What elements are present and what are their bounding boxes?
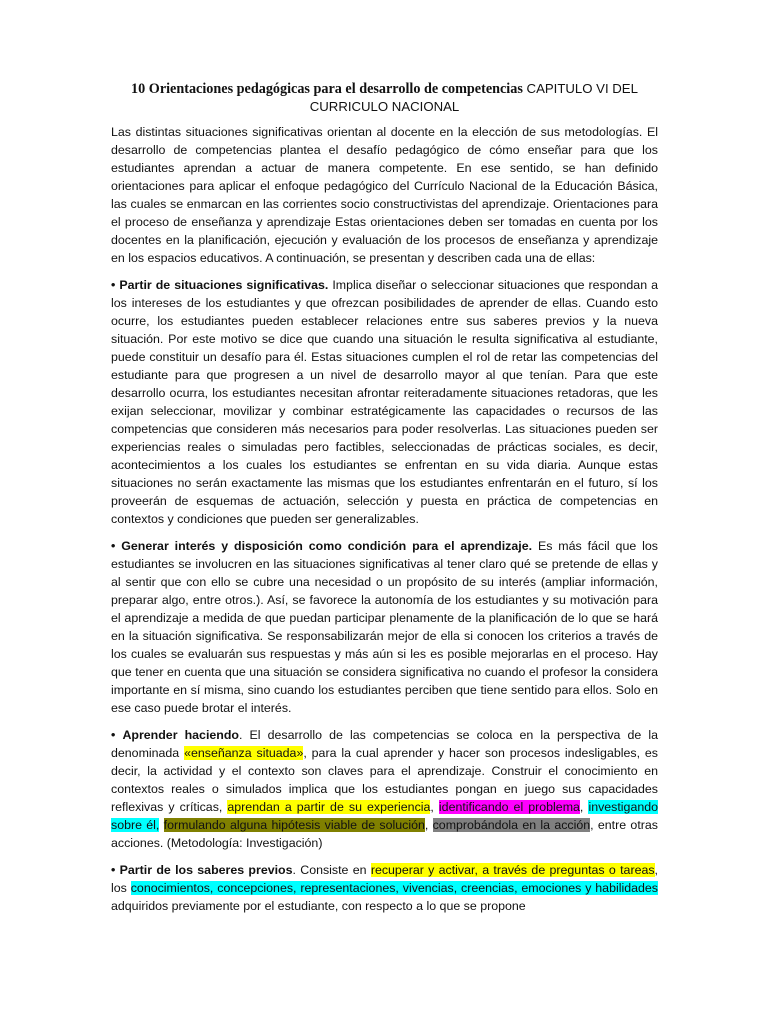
section-interes-disposicion: [111, 537, 658, 717]
highlight-gray: comprobándola en la acción: [432, 818, 591, 832]
section-heading: Partir de situaciones significativas.: [119, 278, 329, 292]
highlight-yellow: «enseñanza situada»: [184, 746, 304, 760]
text-run: . Consiste en: [292, 863, 371, 877]
section-body: Implica diseñar o seleccionar situaciones que respondan a los intereses de los estudiantes y que ofrezcan posibilidades de aprender de ellas. Cuando esto ocurre, los estudiantes pueden establecer relaciones entre sus saberes previos y la nueva situación. Por este motivo se dice que cuando una situación le resulta significativa al estudiante, puede constituir un desafío para él. Estas situaciones cumplen el rol de retar las competencias del estudiante para que progresen a un nivel de desarrollo mayor al que tenían. Para que este desarrollo ocurra, los estudiantes necesitan afrontar reiteradamente situaciones retadoras, que les exijan seleccionar, movilizar y combinar estratégicamente las capacidades o recursos de las competencias que consideren más necesarios para poder resolverlas. Las situaciones pueden ser experiencias reales o simuladas pero factibles, seleccionadas de prácticas sociales, es decir, acontecimientos a los cuales los estudiantes se enfrentan en su vida diaria. Aunque estas situaciones no serán exactamente las mismas que los estudiantes enfrentarán en el futuro, sí los proveerán de esquemas de actuación, selección y puesta en práctica de competencias en contextos y condiciones que pueden ser generalizables.: [111, 278, 658, 526]
text-run: , los: [111, 863, 658, 895]
text-run: ,: [430, 800, 439, 814]
text-run: adquiridos previamente por el estudiante, con respecto a lo que se propone: [111, 899, 526, 913]
text-run: , para la cual aprender y hacer son procesos indesligables, es decir, la actividad y el contexto son claves para el aprendizaje. Construir el conocimiento en contextos reales o simulados implica que los estudiantes pongan en juego sus capacidades reflexivas y críticas,: [111, 746, 658, 814]
highlight-yellow: aprendan a partir de su experiencia: [227, 800, 431, 814]
highlight-yellow: recuperar y activar, a través de preguntas o tareas: [370, 863, 655, 877]
bullet: •: [111, 278, 116, 292]
section-heading: Partir de los saberes previos: [119, 863, 293, 877]
bullet: •: [111, 863, 116, 877]
section-heading: Generar interés y disposición como condición para el aprendizaje.: [121, 539, 533, 553]
highlight-cyan: conocimientos, concepciones, representaciones, vivencias, creencias, emociones y habilidades: [130, 881, 658, 895]
section-body: Es más fácil que los estudiantes se involucren en las situaciones significativas al tener claro qué se pretende de ellas y al sentir que con ello se cubre una necesidad o un propósito de su interés (ampliar información, preparar algo, entre otros.). Así, se favorece la autonomía de los estudiantes y su motivación para el aprendizaje a medida de que puedan participar plenamente de la planificación de lo que se hará en la situación significativa. Se responsabilizarán mejor de ella si conocen los criterios a través de los cuales se evaluarán sus respuestas y más aún si les es posible mejorarlas en el proceso. Hay que tener en cuenta que una situación se considera significativa no cuando el profesor la considera importante en sí misma, sino cuando los estudiantes perciben que tiene sentido para ellos. Solo en ese caso puede brotar el interés.: [111, 539, 658, 715]
text-run: ,: [424, 818, 433, 832]
document-title: [111, 80, 658, 116]
document-page: [111, 80, 658, 924]
text-run: , entre otras acciones. (Metodología: Investigación): [111, 818, 658, 850]
section-aprender-haciendo: [111, 726, 658, 852]
section-saberes-previos: [111, 861, 658, 915]
bullet: •: [111, 539, 116, 553]
intro-paragraph: Las distintas situaciones significativas orientan al docente en la elección de sus metodologías. El desarrollo de competencias plantea el desafío pedagógico de cómo enseñar para que los estudiantes aprendan a actuar de manera competente. En ese sentido, se han definido orientaciones para aplicar el enfoque pedagógico del Currículo Nacional de la Educación Básica, las cuales se enmarcan en las corrientes socio constructivistas del aprendizaje. Orientaciones para el proceso de enseñanza y aprendizaje Estas orientaciones deben ser tomadas en cuenta por los docentes en la planificación, ejecución y evaluación de los procesos de enseñanza y aprendizaje en los espacios educativos. A continuación, se presentan y describen cada una de ellas:: [111, 125, 658, 265]
text-run: . El desarrollo de las competencias se coloca en la perspectiva de la denominada: [111, 728, 659, 760]
title-rest: CAPITULO VI DEL CURRICULO NACIONAL: [309, 81, 638, 114]
bullet: •: [111, 728, 116, 742]
section-situaciones-significativas: [111, 276, 658, 528]
highlight-cyan: investigando sobre él,: [111, 800, 659, 832]
highlight-olive: formulando alguna hipótesis viable de solución: [163, 818, 425, 832]
section-heading: Aprender haciendo: [122, 728, 239, 742]
highlight-magenta: identificando el problema: [438, 800, 580, 814]
text-run: ,: [579, 800, 589, 814]
title-bold: 10 Orientaciones pedagógicas para el desarrollo de competencias: [131, 81, 523, 97]
